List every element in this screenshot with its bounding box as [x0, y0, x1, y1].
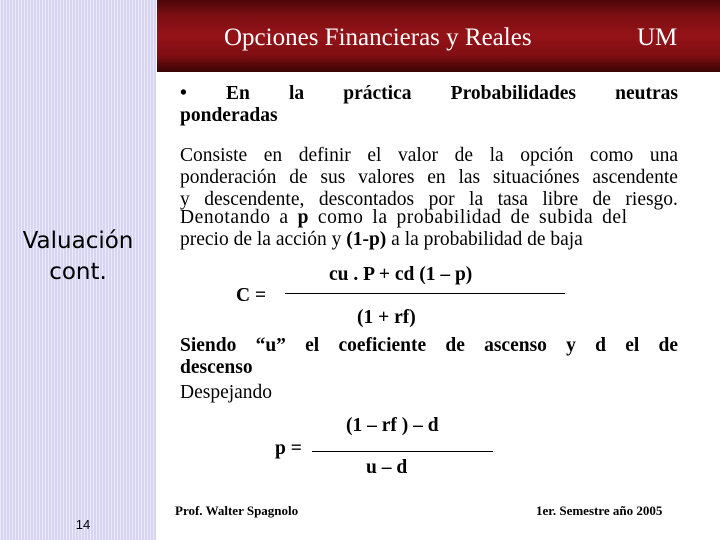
footer-semester: 1er. Semestre año 2005: [536, 503, 663, 518]
bullet-heading-line2: ponderadas: [180, 105, 278, 126]
symbol-1-minus-p: (1-p): [346, 229, 387, 250]
word: en: [263, 145, 283, 166]
word: descendente,: [204, 189, 305, 210]
bullet-word: práctica: [343, 83, 412, 104]
bullet-word: la: [288, 83, 305, 104]
word: de: [658, 335, 678, 356]
word: Siendo: [180, 335, 237, 356]
slide-number: 14: [75, 517, 91, 532]
word: “u”: [255, 335, 286, 356]
word: de: [454, 145, 474, 166]
definition-line2: descenso: [180, 357, 253, 378]
footer-author: Prof. Walter Spagnolo: [175, 503, 299, 518]
word: valores: [358, 167, 415, 188]
word: riesgo.: [625, 189, 678, 210]
word: el: [625, 335, 640, 356]
formula-p-denominator: u – d: [366, 457, 408, 478]
word: en: [427, 167, 446, 188]
formula-c-fraction-bar: [285, 293, 565, 294]
word: ascendente: [592, 167, 678, 188]
formula-p-fraction-bar: [312, 451, 493, 452]
word: coeficiente: [338, 335, 427, 356]
text-run: como la probabilidad de subida del: [308, 207, 628, 228]
word: d: [595, 335, 606, 356]
title-bar-shadow: [157, 56, 720, 72]
word: ascenso: [484, 335, 547, 356]
sidebar: [0, 0, 156, 540]
bullet-word: Probabilidades: [450, 83, 576, 104]
word: la: [489, 145, 504, 166]
word: el: [305, 335, 320, 356]
bullet-marker: •: [180, 83, 187, 104]
text-run: a la probabilidad de baja: [386, 229, 583, 250]
slide-title: Opciones Financieras y Reales: [224, 24, 532, 51]
formula-p-lhs: p =: [275, 438, 302, 459]
definition-line1: [180, 334, 678, 357]
section-title-line2: cont.: [49, 259, 107, 285]
word: opción: [520, 145, 574, 166]
word: descontados: [318, 189, 415, 210]
word: sus: [320, 167, 346, 188]
word: libre: [542, 189, 579, 210]
paragraph-line4: [180, 206, 678, 229]
word: de: [289, 167, 308, 188]
paragraph-line5: [180, 228, 678, 251]
word: Consiste: [180, 145, 248, 166]
word: una: [649, 145, 678, 166]
symbol-p: p: [297, 207, 309, 228]
word: la: [469, 189, 484, 210]
word: por: [428, 189, 455, 210]
word: y: [566, 335, 576, 356]
word: situaciónes: [492, 167, 580, 188]
word: el: [367, 145, 382, 166]
bullet-word: neutras: [615, 83, 678, 104]
formula-c-lhs: C =: [236, 285, 267, 306]
word: y: [180, 189, 190, 210]
word: ponderación: [180, 167, 277, 188]
section-title: [0, 226, 156, 288]
word: las: [458, 167, 481, 188]
word: valor: [397, 145, 439, 166]
word: de: [445, 335, 465, 356]
formula-c-numerator: cu . P + cd (1 – p): [329, 264, 473, 285]
bullet-heading-line1: [180, 83, 678, 105]
section-title-line1: Valuación: [22, 228, 134, 254]
brand-label: UM: [637, 24, 678, 51]
bullet-word: En: [225, 83, 250, 104]
paragraph-line1: [180, 144, 678, 167]
paragraph-line2: [180, 166, 678, 189]
text-run: precio de la acción y: [180, 229, 347, 250]
formula-c-denominator: (1 + rf): [357, 307, 416, 328]
word: de: [592, 189, 611, 210]
word: tasa: [497, 189, 528, 210]
text-run: Denotando a: [180, 207, 298, 228]
word: como: [589, 145, 634, 166]
despejando-label: Despejando: [180, 382, 273, 403]
word: definir: [298, 145, 351, 166]
formula-p-numerator: (1 – rf ) – d: [346, 415, 439, 436]
